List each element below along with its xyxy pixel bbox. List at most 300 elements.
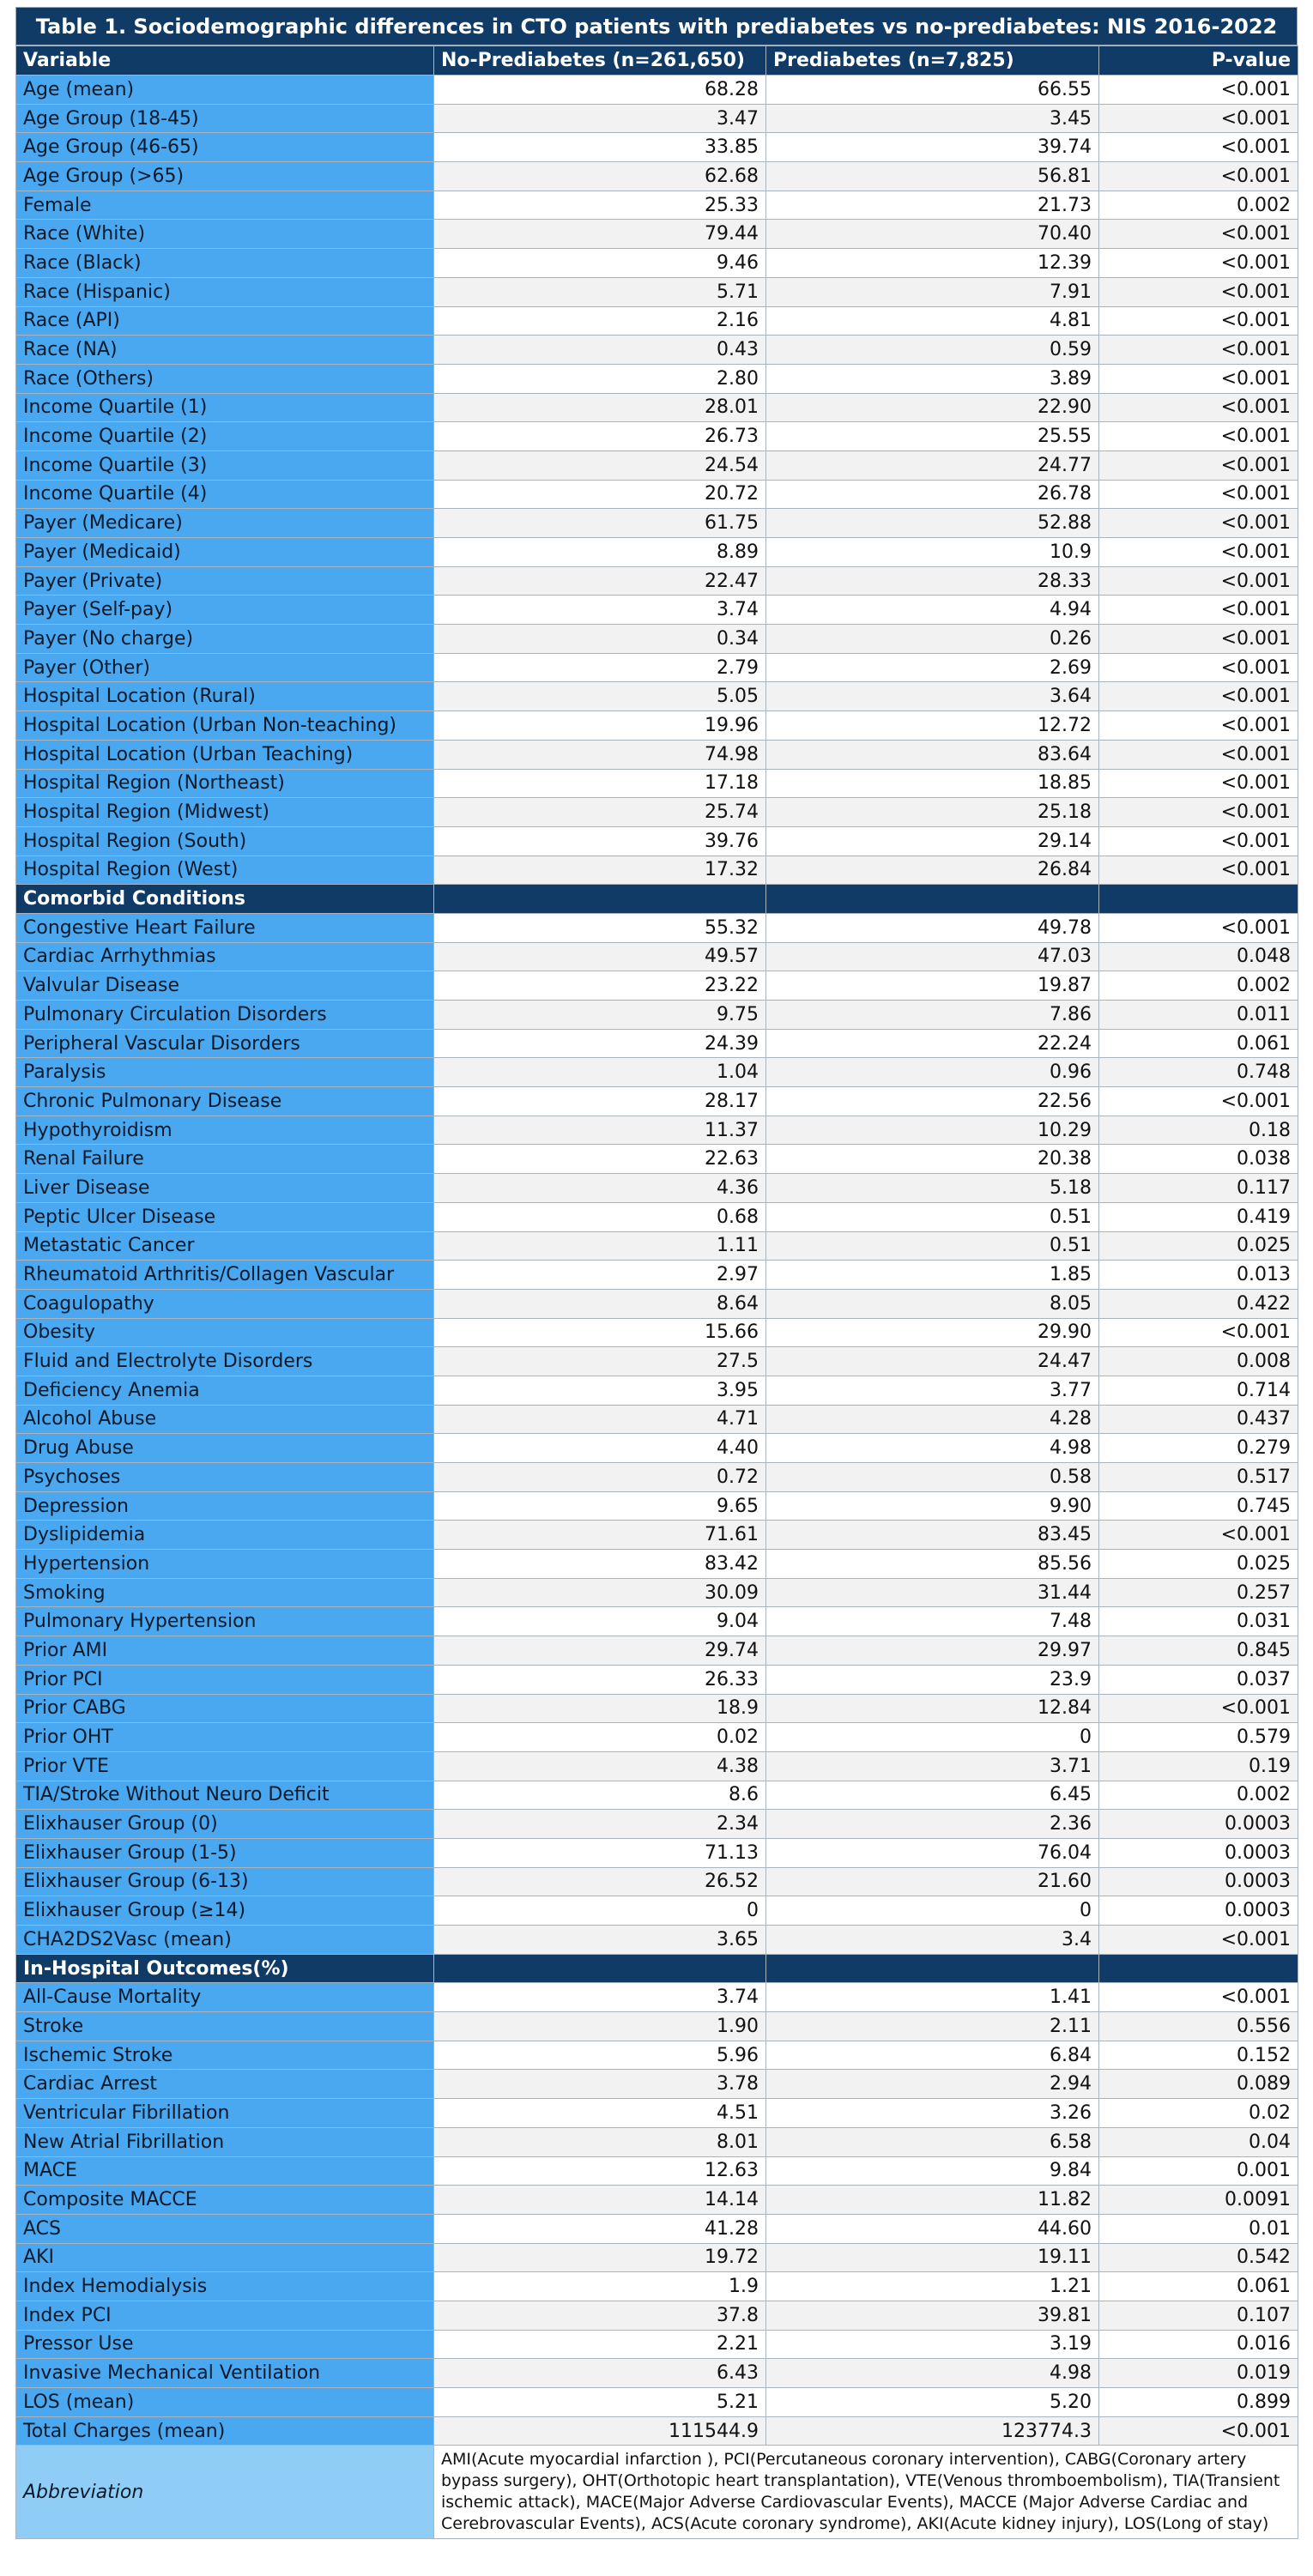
no-prediabetes-cell: 20.72 [434, 480, 766, 509]
no-prediabetes-cell: 71.13 [434, 1838, 766, 1867]
table-row [16, 1607, 1298, 1636]
variable-cell: Hospital Region (Northeast) [16, 769, 434, 798]
table-row [16, 1202, 1298, 1231]
no-prediabetes-cell: 11.37 [434, 1116, 766, 1145]
prediabetes-cell: 29.14 [766, 826, 1099, 856]
table-row [16, 1550, 1298, 1579]
variable-cell: MACE [16, 2156, 434, 2186]
variable-cell: Race (White) [16, 220, 434, 249]
p-value-cell: 0.013 [1099, 1261, 1298, 1290]
no-prediabetes-cell: 4.51 [434, 2099, 766, 2128]
prediabetes-cell: 3.26 [766, 2099, 1099, 2128]
no-prediabetes-cell: 79.44 [434, 220, 766, 249]
table-row [16, 2127, 1298, 2156]
prediabetes-cell: 22.24 [766, 1029, 1099, 1058]
table-row [16, 942, 1298, 971]
p-value-cell: 0.0003 [1099, 1867, 1298, 1896]
variable-cell: Peripheral Vascular Disorders [16, 1029, 434, 1058]
no-prediabetes-cell: 49.57 [434, 942, 766, 971]
prediabetes-cell: 4.28 [766, 1405, 1099, 1434]
prediabetes-cell: 2.94 [766, 2070, 1099, 2099]
prediabetes-cell: 4.98 [766, 1434, 1099, 1463]
no-prediabetes-cell: 6.43 [434, 2359, 766, 2388]
table-row [16, 1231, 1298, 1261]
p-value-cell: <0.001 [1099, 306, 1298, 336]
variable-cell: LOS (mean) [16, 2388, 434, 2417]
no-prediabetes-cell: 24.54 [434, 450, 766, 480]
abbreviation-row [16, 2446, 1298, 2539]
p-value-cell: <0.001 [1099, 220, 1298, 249]
no-prediabetes-cell: 9.46 [434, 249, 766, 278]
table-row [16, 2388, 1298, 2417]
p-value-cell: 0.18 [1099, 1116, 1298, 1145]
variable-cell: Chronic Pulmonary Disease [16, 1087, 434, 1116]
p-value-cell: <0.001 [1099, 653, 1298, 682]
prediabetes-cell: 21.73 [766, 190, 1099, 220]
prediabetes-cell: 25.18 [766, 798, 1099, 827]
prediabetes-cell: 29.97 [766, 1636, 1099, 1666]
p-value-cell: 0.02 [1099, 2099, 1298, 2128]
table-row [16, 393, 1298, 422]
p-value-cell: <0.001 [1099, 277, 1298, 306]
p-value-cell: 0.579 [1099, 1723, 1298, 1752]
table-row [16, 856, 1298, 885]
table-row [16, 422, 1298, 451]
p-value-cell: <0.001 [1099, 826, 1298, 856]
table-row [16, 1723, 1298, 1752]
no-prediabetes-cell: 5.21 [434, 2388, 766, 2417]
p-value-cell: 0.025 [1099, 1231, 1298, 1261]
variable-cell: Payer (Private) [16, 566, 434, 596]
variable-cell: TIA/Stroke Without Neuro Deficit [16, 1781, 434, 1810]
p-value-cell: 0.845 [1099, 1636, 1298, 1666]
table-row [16, 625, 1298, 654]
no-prediabetes-cell: 4.38 [434, 1751, 766, 1781]
no-prediabetes-cell: 33.85 [434, 133, 766, 162]
p-value-cell: <0.001 [1099, 249, 1298, 278]
p-value-cell: 0.04 [1099, 2127, 1298, 2156]
no-prediabetes-cell: 2.80 [434, 364, 766, 393]
variable-cell: Cardiac Arrhythmias [16, 942, 434, 971]
no-prediabetes-cell: 2.97 [434, 1261, 766, 1290]
no-prediabetes-cell: 61.75 [434, 509, 766, 538]
prediabetes-cell: 3.4 [766, 1926, 1099, 1955]
header-p-value: P-value [1099, 46, 1298, 76]
table-row [16, 2186, 1298, 2215]
variable-cell: Hospital Region (West) [16, 856, 434, 885]
prediabetes-cell: 21.60 [766, 1867, 1099, 1896]
prediabetes-cell: 19.87 [766, 971, 1099, 1001]
variable-cell: Valvular Disease [16, 971, 434, 1001]
variable-cell: Hospital Location (Rural) [16, 682, 434, 711]
p-value-cell: 0.061 [1099, 1029, 1298, 1058]
table-row [16, 104, 1298, 133]
table-row [16, 2156, 1298, 2186]
prediabetes-cell: 28.33 [766, 566, 1099, 596]
variable-cell: Race (API) [16, 306, 434, 336]
prediabetes-cell: 5.18 [766, 1174, 1099, 1203]
prediabetes-cell: 0.59 [766, 336, 1099, 365]
no-prediabetes-cell: 4.40 [434, 1434, 766, 1463]
prediabetes-cell: 22.56 [766, 1087, 1099, 1116]
prediabetes-cell: 0.26 [766, 625, 1099, 654]
variable-cell: Prior PCI [16, 1665, 434, 1694]
table-row [16, 1029, 1298, 1058]
no-prediabetes-cell: 74.98 [434, 740, 766, 769]
variable-cell: Cardiac Arrest [16, 2070, 434, 2099]
table-row [16, 971, 1298, 1001]
p-value-cell: <0.001 [1099, 798, 1298, 827]
variable-cell: Hospital Location (Urban Teaching) [16, 740, 434, 769]
no-prediabetes-cell: 2.21 [434, 2330, 766, 2359]
no-prediabetes-cell: 83.42 [434, 1550, 766, 1579]
table-row [16, 1867, 1298, 1896]
no-prediabetes-cell: 4.71 [434, 1405, 766, 1434]
table-row [16, 1665, 1298, 1694]
variable-cell: Hospital Region (Midwest) [16, 798, 434, 827]
table-row [16, 538, 1298, 567]
table-row [16, 306, 1298, 336]
table-row [16, 826, 1298, 856]
p-value-cell: <0.001 [1099, 740, 1298, 769]
prediabetes-cell: 9.84 [766, 2156, 1099, 2186]
variable-cell: Prior AMI [16, 1636, 434, 1666]
prediabetes-cell: 0.58 [766, 1463, 1099, 1492]
prediabetes-cell: 10.9 [766, 538, 1099, 567]
table-header [16, 46, 1298, 76]
no-prediabetes-cell: 8.6 [434, 1781, 766, 1810]
prediabetes-cell: 49.78 [766, 913, 1099, 942]
prediabetes-cell: 9.90 [766, 1491, 1099, 1521]
prediabetes-cell: 18.85 [766, 769, 1099, 798]
table-row [16, 1751, 1298, 1781]
variable-cell: Prior OHT [16, 1723, 434, 1752]
header-variable: Variable [16, 46, 434, 76]
header-no-prediabetes: No-Prediabetes (n=261,650) [434, 46, 766, 76]
p-value-cell: <0.001 [1099, 1983, 1298, 2012]
no-prediabetes-cell: 39.76 [434, 826, 766, 856]
p-value-cell: <0.001 [1099, 393, 1298, 422]
p-value-cell: 0.152 [1099, 2041, 1298, 2070]
variable-cell: Pulmonary Circulation Disorders [16, 1001, 434, 1030]
prediabetes-cell: 5.20 [766, 2388, 1099, 2417]
prediabetes-cell: 26.84 [766, 856, 1099, 885]
variable-cell: Elixhauser Group (0) [16, 1810, 434, 1839]
variable-cell: Payer (Medicare) [16, 509, 434, 538]
prediabetes-cell: 83.45 [766, 1521, 1099, 1550]
table-row [16, 249, 1298, 278]
table-row [16, 133, 1298, 162]
variable-cell: Race (Hispanic) [16, 277, 434, 306]
variable-cell: Alcohol Abuse [16, 1405, 434, 1434]
no-prediabetes-cell: 15.66 [434, 1318, 766, 1347]
table-row [16, 1694, 1298, 1723]
p-value-cell: 0.0003 [1099, 1810, 1298, 1839]
no-prediabetes-cell: 17.18 [434, 769, 766, 798]
table-row [16, 1578, 1298, 1607]
prediabetes-cell: 0 [766, 1896, 1099, 1926]
table-body [16, 76, 1298, 2539]
p-value-cell: 0.011 [1099, 1001, 1298, 1030]
p-value-cell: 0.01 [1099, 2214, 1298, 2243]
no-prediabetes-cell: 3.47 [434, 104, 766, 133]
table-row [16, 1174, 1298, 1203]
variable-cell: Smoking [16, 1578, 434, 1607]
prediabetes-cell: 52.88 [766, 509, 1099, 538]
no-prediabetes-cell: 25.74 [434, 798, 766, 827]
p-value-cell: <0.001 [1099, 104, 1298, 133]
variable-cell: Race (Black) [16, 249, 434, 278]
prediabetes-cell: 66.55 [766, 76, 1099, 105]
p-value-cell: <0.001 [1099, 538, 1298, 567]
prediabetes-cell: 1.21 [766, 2272, 1099, 2301]
no-prediabetes-cell: 22.47 [434, 566, 766, 596]
table-row [16, 2416, 1298, 2446]
no-prediabetes-cell: 8.64 [434, 1289, 766, 1318]
prediabetes-cell: 4.94 [766, 596, 1099, 625]
table-row [16, 336, 1298, 365]
p-value-cell: <0.001 [1099, 596, 1298, 625]
p-value-cell: 0.048 [1099, 942, 1298, 971]
table-row [16, 1491, 1298, 1521]
variable-cell: Race (Others) [16, 364, 434, 393]
variable-cell: Age Group (18-45) [16, 104, 434, 133]
prediabetes-cell: 3.19 [766, 2330, 1099, 2359]
no-prediabetes-cell: 62.68 [434, 162, 766, 191]
variable-cell: Ventricular Fibrillation [16, 2099, 434, 2128]
table-row [16, 2070, 1298, 2099]
variable-cell: Race (NA) [16, 336, 434, 365]
prediabetes-cell: 6.84 [766, 2041, 1099, 2070]
table-row [16, 220, 1298, 249]
variable-cell: ACS [16, 2214, 434, 2243]
no-prediabetes-cell: 2.79 [434, 653, 766, 682]
table-row [16, 1376, 1298, 1405]
no-prediabetes-cell: 30.09 [434, 1578, 766, 1607]
table-row [16, 1838, 1298, 1867]
prediabetes-cell: 2.36 [766, 1810, 1099, 1839]
prediabetes-cell: 2.69 [766, 653, 1099, 682]
prediabetes-cell: 3.71 [766, 1751, 1099, 1781]
section-empty-cell [434, 1954, 766, 1983]
table-row [16, 1521, 1298, 1550]
table-row [16, 2243, 1298, 2272]
variable-cell: All-Cause Mortality [16, 1983, 434, 2012]
p-value-cell: 0.117 [1099, 1174, 1298, 1203]
prediabetes-cell: 11.82 [766, 2186, 1099, 2215]
variable-cell: Elixhauser Group (≥14) [16, 1896, 434, 1926]
table-row [16, 2301, 1298, 2330]
table-row [16, 566, 1298, 596]
table-title: Table 1. Sociodemographic differences in CTO patients with prediabetes vs no-prediabetes: NIS 2016-2022 [15, 7, 1298, 45]
p-value-cell: <0.001 [1099, 509, 1298, 538]
variable-cell: Income Quartile (2) [16, 422, 434, 451]
table-row [16, 596, 1298, 625]
no-prediabetes-cell: 2.16 [434, 306, 766, 336]
table-row [16, 1434, 1298, 1463]
no-prediabetes-cell: 5.96 [434, 2041, 766, 2070]
table-row [16, 740, 1298, 769]
variable-cell: CHA2DS2Vasc (mean) [16, 1926, 434, 1955]
table-row [16, 1001, 1298, 1030]
table-row [16, 1463, 1298, 1492]
p-value-cell: <0.001 [1099, 1318, 1298, 1347]
table-row [16, 190, 1298, 220]
prediabetes-cell: 1.41 [766, 1983, 1099, 2012]
p-value-cell: 0.748 [1099, 1058, 1298, 1087]
prediabetes-cell: 0.51 [766, 1231, 1099, 1261]
no-prediabetes-cell: 71.61 [434, 1521, 766, 1550]
no-prediabetes-cell: 8.01 [434, 2127, 766, 2156]
section-empty-cell [434, 885, 766, 914]
table-row [16, 2272, 1298, 2301]
p-value-cell: 0.016 [1099, 2330, 1298, 2359]
no-prediabetes-cell: 26.73 [434, 422, 766, 451]
prediabetes-cell: 2.11 [766, 2012, 1099, 2041]
no-prediabetes-cell: 2.34 [434, 1810, 766, 1839]
no-prediabetes-cell: 3.65 [434, 1926, 766, 1955]
abbreviation-text: AMI(Acute myocardial infarction ), PCI(Percutaneous coronary intervention), CABG(Coronary artery bypass surgery), OHT(Orthotopic heart transplantation), VTE(Venous thromboembolism), TIA(Transient ischemic attack), MACE(Major Adverse Cardiovascular Events), MACCE (Major Adverse Cardiac and Cerebrovascular Events), ACS(Acute coronary syndrome), AKI(Acute kidney injury), LOS(Long of stay) [434, 2446, 1298, 2539]
variable-cell: AKI [16, 2243, 434, 2272]
abbreviation-label: Abbreviation [16, 2446, 434, 2539]
table-row [16, 277, 1298, 306]
variable-cell: Prior VTE [16, 1751, 434, 1781]
section-empty-cell [766, 1954, 1099, 1983]
prediabetes-cell: 10.29 [766, 1116, 1099, 1145]
no-prediabetes-cell: 23.22 [434, 971, 766, 1001]
no-prediabetes-cell: 0.43 [434, 336, 766, 365]
prediabetes-cell: 31.44 [766, 1578, 1099, 1607]
variable-cell: Income Quartile (1) [16, 393, 434, 422]
p-value-cell: <0.001 [1099, 1926, 1298, 1955]
variable-cell: Fluid and Electrolyte Disorders [16, 1347, 434, 1376]
variable-cell: Rheumatoid Arthritis/Collagen Vascular [16, 1261, 434, 1290]
table-row [16, 913, 1298, 942]
p-value-cell: 0.019 [1099, 2359, 1298, 2388]
variable-cell: Index PCI [16, 2301, 434, 2330]
data-table [15, 45, 1298, 2539]
no-prediabetes-cell: 9.75 [434, 1001, 766, 1030]
p-value-cell: <0.001 [1099, 364, 1298, 393]
variable-cell: Psychoses [16, 1463, 434, 1492]
prediabetes-cell: 7.48 [766, 1607, 1099, 1636]
no-prediabetes-cell: 19.96 [434, 711, 766, 741]
prediabetes-cell: 23.9 [766, 1665, 1099, 1694]
header-prediabetes: Prediabetes (n=7,825) [766, 46, 1099, 76]
prediabetes-cell: 0 [766, 1723, 1099, 1752]
p-value-cell: <0.001 [1099, 2416, 1298, 2446]
p-value-cell: 0.542 [1099, 2243, 1298, 2272]
variable-cell: Peptic Ulcer Disease [16, 1202, 434, 1231]
table-row [16, 1318, 1298, 1347]
section-header-row [16, 1954, 1298, 1983]
no-prediabetes-cell: 8.89 [434, 538, 766, 567]
no-prediabetes-cell: 1.04 [434, 1058, 766, 1087]
no-prediabetes-cell: 3.74 [434, 596, 766, 625]
table-row [16, 1347, 1298, 1376]
no-prediabetes-cell: 9.04 [434, 1607, 766, 1636]
p-value-cell: 0.257 [1099, 1578, 1298, 1607]
table-row [16, 1983, 1298, 2012]
no-prediabetes-cell: 28.01 [434, 393, 766, 422]
p-value-cell: <0.001 [1099, 856, 1298, 885]
p-value-cell: <0.001 [1099, 913, 1298, 942]
no-prediabetes-cell: 14.14 [434, 2186, 766, 2215]
no-prediabetes-cell: 26.52 [434, 1867, 766, 1896]
p-value-cell: <0.001 [1099, 711, 1298, 741]
prediabetes-cell: 44.60 [766, 2214, 1099, 2243]
no-prediabetes-cell: 19.72 [434, 2243, 766, 2272]
variable-cell: Congestive Heart Failure [16, 913, 434, 942]
prediabetes-cell: 20.38 [766, 1145, 1099, 1174]
variable-cell: Coagulopathy [16, 1289, 434, 1318]
no-prediabetes-cell: 41.28 [434, 2214, 766, 2243]
variable-cell: Index Hemodialysis [16, 2272, 434, 2301]
p-value-cell: <0.001 [1099, 769, 1298, 798]
no-prediabetes-cell: 0.34 [434, 625, 766, 654]
prediabetes-cell: 12.84 [766, 1694, 1099, 1723]
table-row [16, 1781, 1298, 1810]
table-row [16, 1810, 1298, 1839]
section-title: Comorbid Conditions [16, 885, 434, 914]
no-prediabetes-cell: 3.95 [434, 1376, 766, 1405]
variable-cell: New Atrial Fibrillation [16, 2127, 434, 2156]
table-row [16, 1289, 1298, 1318]
p-value-cell: 0.037 [1099, 1665, 1298, 1694]
section-empty-cell [1099, 885, 1298, 914]
p-value-cell: 0.437 [1099, 1405, 1298, 1434]
section-header-row [16, 885, 1298, 914]
prediabetes-cell: 22.90 [766, 393, 1099, 422]
no-prediabetes-cell: 55.32 [434, 913, 766, 942]
p-value-cell: <0.001 [1099, 450, 1298, 480]
prediabetes-cell: 26.78 [766, 480, 1099, 509]
prediabetes-cell: 7.86 [766, 1001, 1099, 1030]
variable-cell: Payer (No charge) [16, 625, 434, 654]
p-value-cell: <0.001 [1099, 566, 1298, 596]
variable-cell: Age Group (>65) [16, 162, 434, 191]
variable-cell: Age Group (46-65) [16, 133, 434, 162]
p-value-cell: 0.422 [1099, 1289, 1298, 1318]
variable-cell: Elixhauser Group (6-13) [16, 1867, 434, 1896]
variable-cell: Hospital Location (Urban Non-teaching) [16, 711, 434, 741]
p-value-cell: <0.001 [1099, 625, 1298, 654]
prediabetes-cell: 56.81 [766, 162, 1099, 191]
variable-cell: Pulmonary Hypertension [16, 1607, 434, 1636]
p-value-cell: 0.001 [1099, 2156, 1298, 2186]
section-empty-cell [1099, 1954, 1298, 1983]
prediabetes-cell: 3.45 [766, 104, 1099, 133]
p-value-cell: <0.001 [1099, 76, 1298, 105]
variable-cell: Paralysis [16, 1058, 434, 1087]
variable-cell: Dyslipidemia [16, 1521, 434, 1550]
table-row [16, 1058, 1298, 1087]
table-row [16, 2330, 1298, 2359]
prediabetes-cell: 19.11 [766, 2243, 1099, 2272]
variable-cell: Stroke [16, 2012, 434, 2041]
p-value-cell: <0.001 [1099, 133, 1298, 162]
table-row [16, 711, 1298, 741]
p-value-cell: <0.001 [1099, 682, 1298, 711]
table-row [16, 682, 1298, 711]
p-value-cell: <0.001 [1099, 1694, 1298, 1723]
p-value-cell: 0.031 [1099, 1607, 1298, 1636]
table-row [16, 1261, 1298, 1290]
p-value-cell: 0.556 [1099, 2012, 1298, 2041]
p-value-cell: 0.19 [1099, 1751, 1298, 1781]
prediabetes-cell: 83.64 [766, 740, 1099, 769]
prediabetes-cell: 123774.3 [766, 2416, 1099, 2446]
